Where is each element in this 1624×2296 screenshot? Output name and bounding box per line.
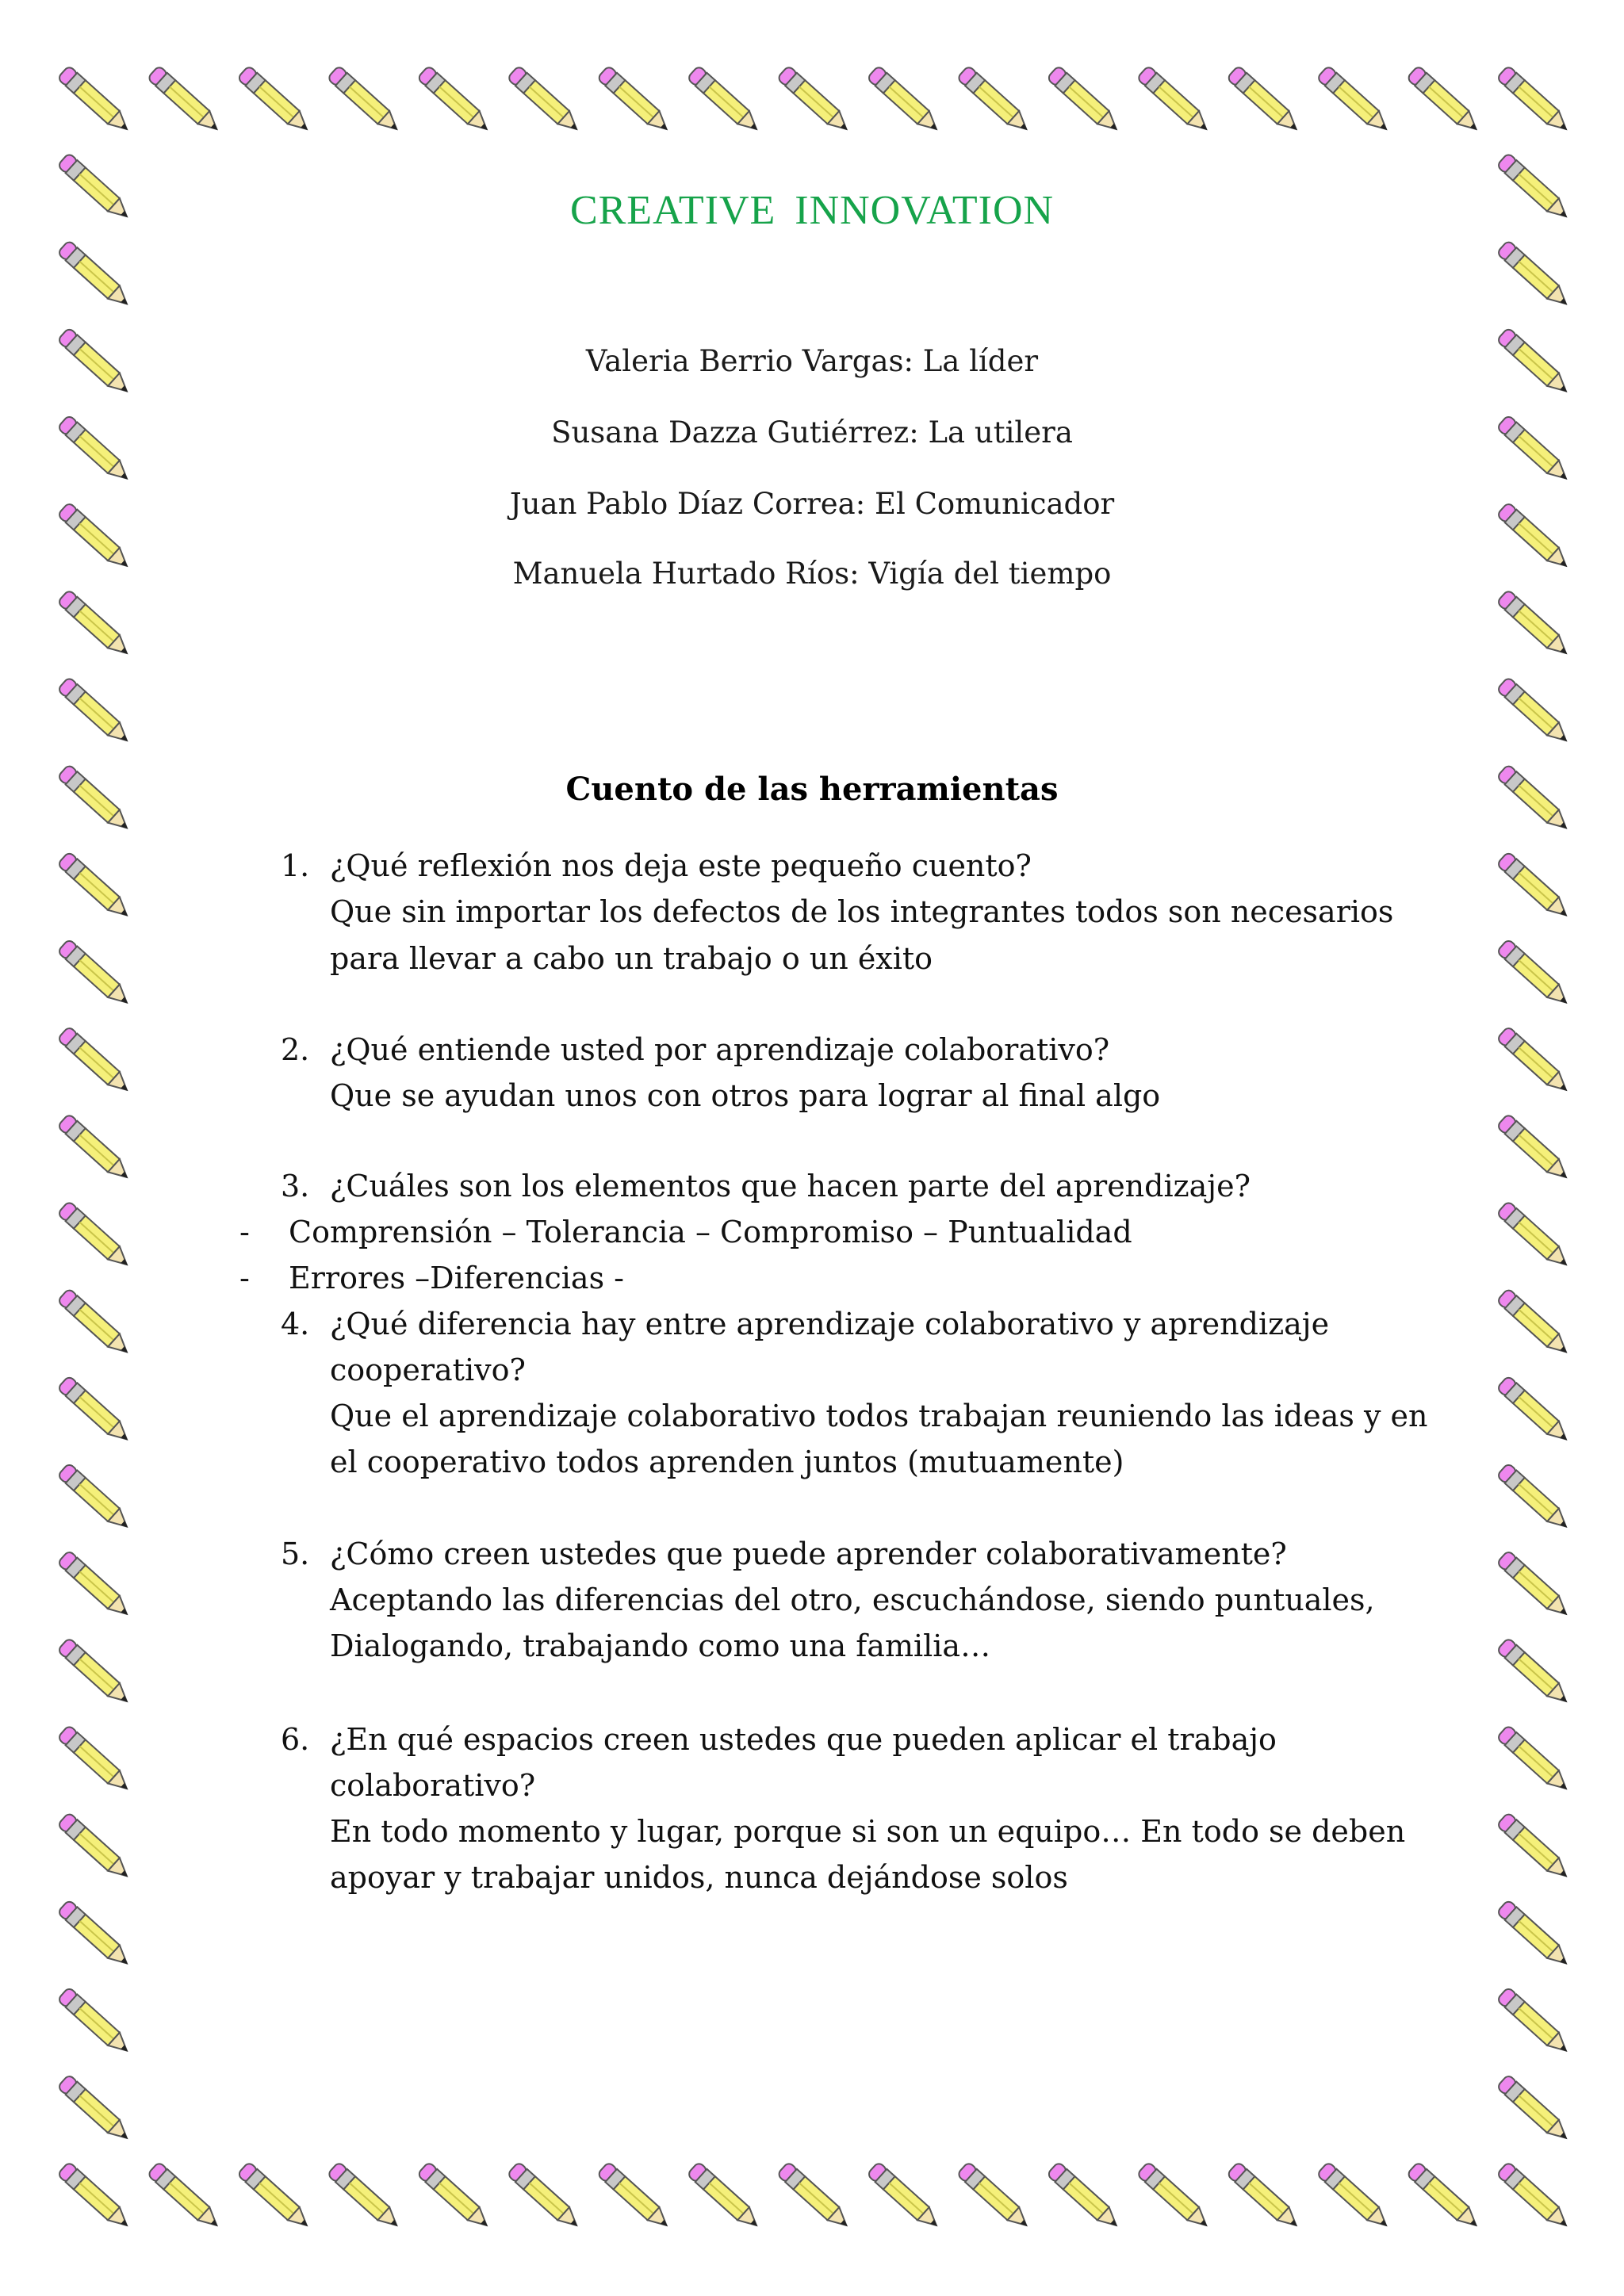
member-4: Manuela Hurtado Ríos: Vigía del tiempo [512, 557, 1112, 591]
answer-line: Que se ayudan unos con otros para lograr al final algo [330, 1078, 1161, 1113]
document-title: CREATIVE INNOVATION [569, 188, 1055, 233]
question-number: 1. [281, 848, 310, 883]
member-2: Susana Dazza Gutiérrez: La utilera [551, 415, 1073, 450]
bullet-item: Errores –Diferencias - [289, 1261, 624, 1295]
question-text: ¿Qué reflexión nos deja este pequeño cuento? [330, 848, 1032, 883]
answer-line: Aceptando las diferencias del otro, escuchándose, siendo puntuales, [330, 1582, 1375, 1617]
question-number: 2. [281, 1032, 310, 1067]
member-1: Valeria Berrio Vargas: La líder [585, 344, 1039, 378]
question-text: ¿Qué entiende usted por aprendizaje colaborativo? [330, 1032, 1110, 1067]
bullet-dash: - [239, 1215, 250, 1249]
answer-line: el cooperativo todos aprenden juntos (mutuamente) [330, 1445, 1124, 1479]
section-title: Cuento de las herramientas [565, 771, 1059, 808]
question-number: 5. [281, 1536, 310, 1571]
question-text: cooperativo? [330, 1353, 526, 1387]
bullet-dash: - [239, 1261, 250, 1295]
question-text: ¿Qué diferencia hay entre aprendizaje colaborativo y aprendizaje [330, 1307, 1330, 1341]
question-number: 6. [281, 1722, 310, 1757]
question-text: ¿En qué espacios creen ustedes que pueden aplicar el trabajo [330, 1722, 1277, 1757]
answer-line: En todo momento y lugar, porque si son un equipo… En todo se deben [330, 1814, 1406, 1849]
question-number: 3. [281, 1169, 310, 1203]
member-3: Juan Pablo Díaz Correa: El Comunicador [509, 487, 1115, 521]
answer-line: Dialogando, trabajando como una familia… [330, 1628, 991, 1663]
answer-line: apoyar y trabajar unidos, nunca dejándose solos [330, 1860, 1068, 1895]
question-text: ¿Cómo creen ustedes que puede aprender colaborativamente? [330, 1536, 1287, 1571]
answer-line: para llevar a cabo un trabajo o un éxito [330, 941, 933, 976]
answer-line: Que el aprendizaje colaborativo todos trabajan reuniendo las ideas y en [330, 1399, 1428, 1433]
bullet-item: Comprensión – Tolerancia – Compromiso – Puntualidad [289, 1215, 1132, 1249]
question-number: 4. [281, 1307, 310, 1341]
question-text: ¿Cuáles son los elementos que hacen parte del aprendizaje? [330, 1169, 1251, 1203]
answer-line: Que sin importar los defectos de los integrantes todos son necesarios [330, 894, 1394, 929]
question-text: colaborativo? [330, 1768, 536, 1803]
